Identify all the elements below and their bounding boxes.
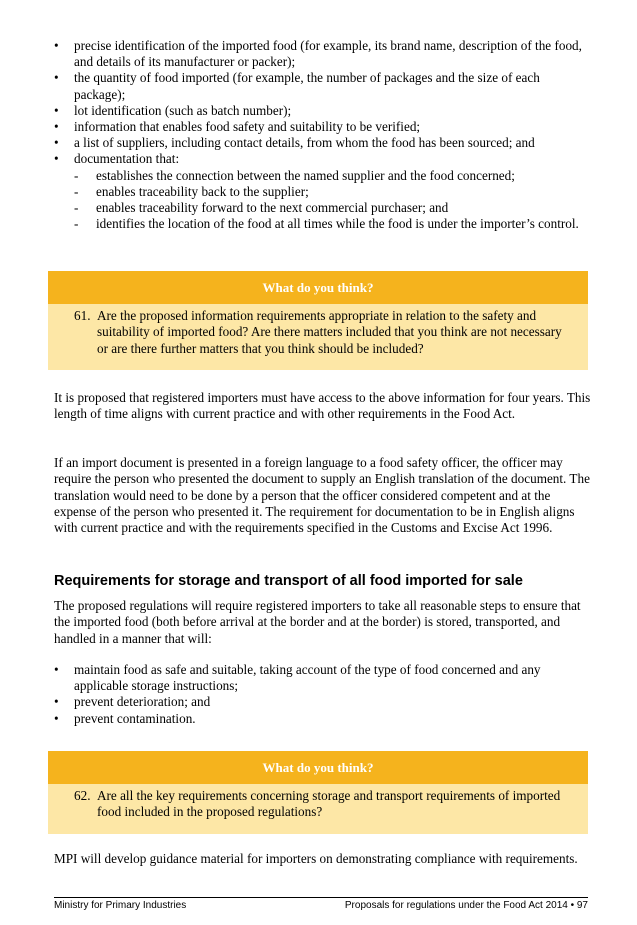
paragraph: It is proposed that registered importers must have access to the above information for four years. This length of time aligns with current practice and with other requirements in the Food Act.: [54, 390, 591, 422]
sub-list-item: [54, 184, 594, 200]
bullet-glyph: •: [54, 135, 59, 151]
paragraph: If an import document is presented in a foreign language to a food safety officer, the officer may require the person who presented the document to supply an English translation of the document. The translation would need to be done by a person that the officer considered competent and at the expense of the person who presented it. The requirement for documentation to be in English aligns with current practice and with the requirements specified in the Customs and Excise Act 1996.: [54, 455, 590, 536]
question-number: 61.: [74, 308, 91, 323]
question-number: 62.: [74, 788, 91, 803]
footer-page-info: Proposals for regulations under the Food Act 2014 • 97: [344, 900, 588, 911]
dash-glyph: -: [74, 167, 79, 183]
bullet-glyph: •: [54, 694, 59, 710]
dash-glyph: -: [74, 200, 79, 216]
sub-list-item: [54, 200, 594, 216]
list-item: [54, 694, 594, 710]
list-item-text: maintain food as safe and suitable, taking account of the type of food concerned and any applicable storage instructions;: [74, 662, 541, 694]
paragraph: MPI will develop guidance material for importers on demonstrating compliance with requirements.: [54, 851, 578, 866]
box-title: What do you think?: [48, 271, 588, 304]
box-body: [48, 784, 588, 834]
consultation-question: [74, 788, 564, 821]
info-requirements-list: [54, 38, 594, 232]
list-item-text: information that enables food safety and suitability to be verified;: [74, 119, 421, 135]
list-item-text: a list of suppliers, including contact details, from whom the food has been sourced; and: [74, 135, 535, 151]
bullet-glyph: •: [54, 662, 59, 677]
sub-list-item-text: identifies the location of the food at all times while the food is under the importer’s control.: [96, 216, 579, 232]
bullet-glyph: •: [54, 70, 59, 86]
bullet-glyph: •: [54, 119, 59, 135]
section-heading: Requirements for storage and transport of all food imported for sale: [54, 573, 523, 589]
list-item: [54, 711, 594, 727]
dash-glyph: -: [74, 216, 79, 232]
bullet-glyph: •: [54, 710, 59, 726]
list-item-text: the quantity of food imported (for example, the number of packages and the size of each package);: [74, 70, 540, 102]
sub-list-item: [54, 168, 594, 184]
bullet-glyph: •: [54, 151, 59, 167]
list-item: [54, 135, 594, 151]
list-item-text: prevent deterioration; and: [74, 694, 211, 710]
dash-glyph: -: [74, 183, 79, 199]
list-item: [54, 151, 594, 167]
footer-divider: [54, 897, 588, 898]
paragraph: The proposed regulations will require registered importers to take all reasonable steps to ensure that the imported food (both before arrival at the border and at the border) is stored, transported, and handled in a manner that will:: [54, 598, 581, 646]
question-text: Are all the key requirements concerning storage and transport requirements of imported food included in the proposed regulations?: [97, 788, 561, 820]
list-item: [54, 119, 594, 135]
sub-list-item-text: enables traceability forward to the next commercial purchaser; and: [96, 200, 449, 216]
sub-list-item: [54, 216, 594, 232]
storage-requirements-list: [54, 662, 594, 727]
box-title: What do you think?: [48, 751, 588, 784]
footer-organisation: Ministry for Primary Industries: [54, 900, 187, 911]
consultation-question: [74, 308, 564, 357]
list-item: [54, 662, 594, 694]
sub-list-item-text: establishes the connection between the named supplier and the food concerned;: [96, 167, 515, 183]
list-item: [54, 38, 594, 70]
list-item-text: documentation that:: [74, 151, 180, 167]
sub-list-item-text: enables traceability back to the supplier;: [96, 183, 309, 199]
list-item-text: precise identification of the imported food (for example, its brand name, description of the food, and details of its manufacturer or packer);: [74, 38, 582, 70]
list-item-text: lot identification (such as batch number);: [74, 102, 292, 118]
list-item: [54, 103, 594, 119]
box-body: [48, 304, 588, 370]
list-item: [54, 70, 594, 102]
bullet-glyph: •: [54, 38, 59, 53]
consultation-box-61: [48, 271, 588, 370]
consultation-box-62: [48, 751, 588, 834]
question-text: Are the proposed information requirements appropriate in relation to the safety and suitability of imported food? Are there matters included that you think are not necessary or are there further matters that you think should be included?: [97, 308, 562, 356]
bullet-glyph: •: [54, 102, 59, 118]
list-item-text: prevent contamination.: [74, 710, 196, 726]
